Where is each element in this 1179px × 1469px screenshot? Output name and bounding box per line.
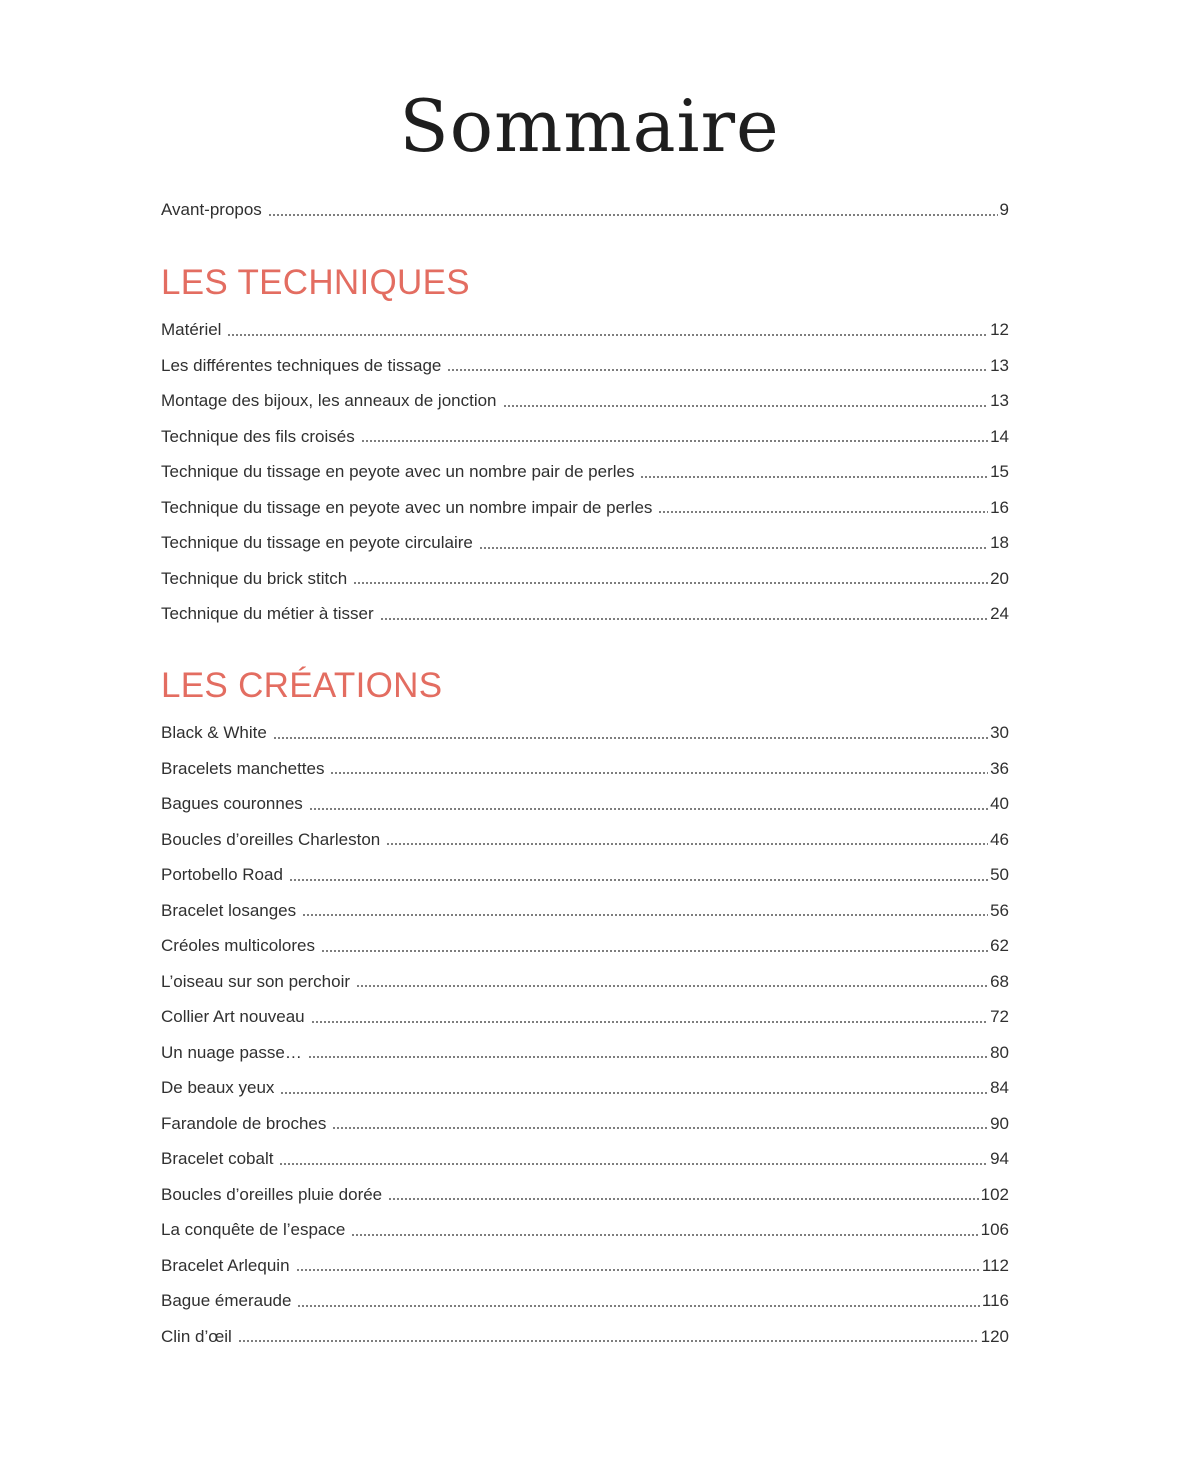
toc-entry-page: 120 xyxy=(980,1326,1009,1346)
toc-entry-label: Créoles multicolores xyxy=(161,936,315,955)
toc-entry-page: 12 xyxy=(990,320,1009,339)
toc-entry[interactable] xyxy=(161,999,1009,1035)
toc-entry-page: 62 xyxy=(990,936,1009,955)
toc-entry[interactable] xyxy=(161,1141,1009,1177)
dot-leader xyxy=(302,909,988,921)
toc-entry[interactable] xyxy=(161,1283,1009,1319)
toc-entry-label: Les différentes techniques de tissage xyxy=(161,355,442,375)
toc-entry-page: 90 xyxy=(990,1113,1009,1133)
dot-leader xyxy=(309,803,988,815)
toc-entry-page: 102 xyxy=(980,1184,1009,1204)
toc-entry-page: 18 xyxy=(990,533,1009,552)
toc-entry-label: Bracelet losanges xyxy=(161,900,297,920)
toc-entry[interactable] xyxy=(161,928,1009,964)
toc-entry-page: 14 xyxy=(990,426,1009,446)
toc-entry-label: Matériel xyxy=(161,320,222,339)
toc-entry[interactable] xyxy=(161,964,1009,1000)
toc-entry[interactable] xyxy=(161,715,1009,751)
toc-entry-label: Technique du brick stitch xyxy=(161,568,348,588)
toc-entry-page: 40 xyxy=(990,794,1009,813)
toc-entry-label: Avant-propos xyxy=(161,200,262,219)
toc-entry-label: Bracelets manchettes xyxy=(161,758,325,778)
toc-entry-page: 56 xyxy=(990,900,1009,920)
toc-entry-label: Boucles d’oreilles pluie dorée xyxy=(161,1184,383,1204)
toc-entry[interactable] xyxy=(161,857,1009,893)
toc-entry-label: Boucles d’oreilles Charleston xyxy=(161,829,381,849)
toc-entry-label: Technique du métier à tisser xyxy=(161,604,374,623)
toc-entry[interactable] xyxy=(161,1177,1009,1213)
toc-entry-label: Bagues couronnes xyxy=(161,794,303,813)
dot-leader xyxy=(273,732,988,744)
toc-entry[interactable] xyxy=(161,893,1009,929)
toc-entry-label: Bracelet Arlequin xyxy=(161,1255,290,1275)
toc-entry[interactable] xyxy=(161,490,1009,526)
toc-entry[interactable] xyxy=(161,525,1009,561)
toc-entry-label: Un nuage passe… xyxy=(161,1042,302,1062)
dot-leader xyxy=(308,1051,988,1063)
dot-leader xyxy=(297,1300,979,1312)
toc-entry-label: Bague émeraude xyxy=(161,1291,292,1310)
dot-leader xyxy=(289,874,988,886)
dot-leader xyxy=(227,329,988,341)
toc-entry-label: Collier Art nouveau xyxy=(161,1007,305,1026)
toc-entry-label: Montage des bijoux, les anneaux de jonction xyxy=(161,391,497,410)
toc-entry-label: De beaux yeux xyxy=(161,1078,275,1097)
toc-entry[interactable] xyxy=(161,1070,1009,1106)
toc-intro xyxy=(161,192,1009,228)
dot-leader xyxy=(380,613,988,625)
dot-leader xyxy=(332,1122,988,1134)
toc-entry-page: 50 xyxy=(990,865,1009,884)
dot-leader xyxy=(388,1193,978,1205)
dot-leader xyxy=(279,1158,988,1170)
toc-entry[interactable] xyxy=(161,1319,1009,1355)
toc-entry[interactable] xyxy=(161,419,1009,455)
toc-entry-label: Technique du tissage en peyote avec un nombre pair de perles xyxy=(161,462,635,481)
dot-leader xyxy=(268,209,998,221)
toc-entry[interactable] xyxy=(161,454,1009,490)
dot-leader xyxy=(361,435,988,447)
toc-entry[interactable] xyxy=(161,1248,1009,1284)
toc-entry[interactable] xyxy=(161,786,1009,822)
toc-entry-page: 94 xyxy=(990,1149,1009,1168)
section-heading-techniques: LES TECHNIQUES xyxy=(161,263,470,302)
dot-leader xyxy=(447,364,988,376)
toc-entry-page: 30 xyxy=(990,723,1009,742)
toc-entry-page: 68 xyxy=(990,971,1009,991)
dot-leader xyxy=(280,1087,988,1099)
toc-entry-page: 84 xyxy=(990,1078,1009,1097)
dot-leader xyxy=(351,1229,978,1241)
toc-entry-label: Clin d’œil xyxy=(161,1326,232,1346)
toc-entry-label: Bracelet cobalt xyxy=(161,1149,274,1168)
toc-entry-label: La conquête de l’espace xyxy=(161,1220,346,1239)
toc-entry-page: 24 xyxy=(990,604,1009,623)
toc-entry[interactable] xyxy=(161,596,1009,632)
toc-entry[interactable] xyxy=(161,822,1009,858)
toc-entry-label: Farandole de broches xyxy=(161,1113,327,1133)
dot-leader xyxy=(238,1335,979,1347)
dot-leader xyxy=(296,1264,980,1276)
page-title: Sommaire xyxy=(399,84,780,168)
toc-entry[interactable] xyxy=(161,1106,1009,1142)
toc-entry-page: 80 xyxy=(990,1042,1009,1062)
toc-entry-page: 9 xyxy=(999,200,1009,219)
toc-list-creations xyxy=(161,715,1009,1354)
toc-entry-label: Technique des fils croisés xyxy=(161,426,355,446)
toc-entry-page: 106 xyxy=(980,1220,1009,1239)
dot-leader xyxy=(330,767,988,779)
toc-entry[interactable] xyxy=(161,348,1009,384)
toc-entry-page: 16 xyxy=(990,497,1009,517)
toc-entry-page: 112 xyxy=(981,1255,1009,1275)
dot-leader xyxy=(311,1016,988,1028)
toc-entry-label: L’oiseau sur son perchoir xyxy=(161,971,351,991)
toc-entry[interactable] xyxy=(161,1212,1009,1248)
toc-entry[interactable] xyxy=(161,383,1009,419)
toc-entry[interactable] xyxy=(161,1035,1009,1071)
toc-entry-label: Technique du tissage en peyote avec un nombre impair de perles xyxy=(161,497,653,517)
toc-entry-page: 13 xyxy=(990,391,1009,410)
section-heading-creations: LES CRÉATIONS xyxy=(161,666,443,705)
toc-entry-page: 13 xyxy=(990,355,1009,375)
dot-leader xyxy=(353,577,988,589)
toc-entry-page: 20 xyxy=(990,568,1009,588)
toc-entry-page: 72 xyxy=(990,1007,1009,1026)
dot-leader xyxy=(479,542,988,554)
toc-entry-page: 46 xyxy=(990,829,1009,849)
toc-list-techniques xyxy=(161,312,1009,632)
toc-entry-page: 15 xyxy=(990,462,1009,481)
dot-leader xyxy=(640,471,988,483)
toc-entry[interactable] xyxy=(161,751,1009,787)
dot-leader xyxy=(658,506,988,518)
toc-entry-avant-propos[interactable] xyxy=(161,192,1009,228)
toc-entry-label: Portobello Road xyxy=(161,865,283,884)
dot-leader xyxy=(321,945,988,957)
dot-leader xyxy=(356,980,988,992)
toc-entry-page: 36 xyxy=(990,758,1009,778)
dot-leader xyxy=(503,400,989,412)
toc-entry-label: Black & White xyxy=(161,723,267,742)
toc-entry[interactable] xyxy=(161,312,1009,348)
dot-leader xyxy=(386,838,988,850)
toc-entry[interactable] xyxy=(161,561,1009,597)
toc-entry-page: 116 xyxy=(981,1291,1009,1310)
toc-entry-label: Technique du tissage en peyote circulaire xyxy=(161,533,473,552)
